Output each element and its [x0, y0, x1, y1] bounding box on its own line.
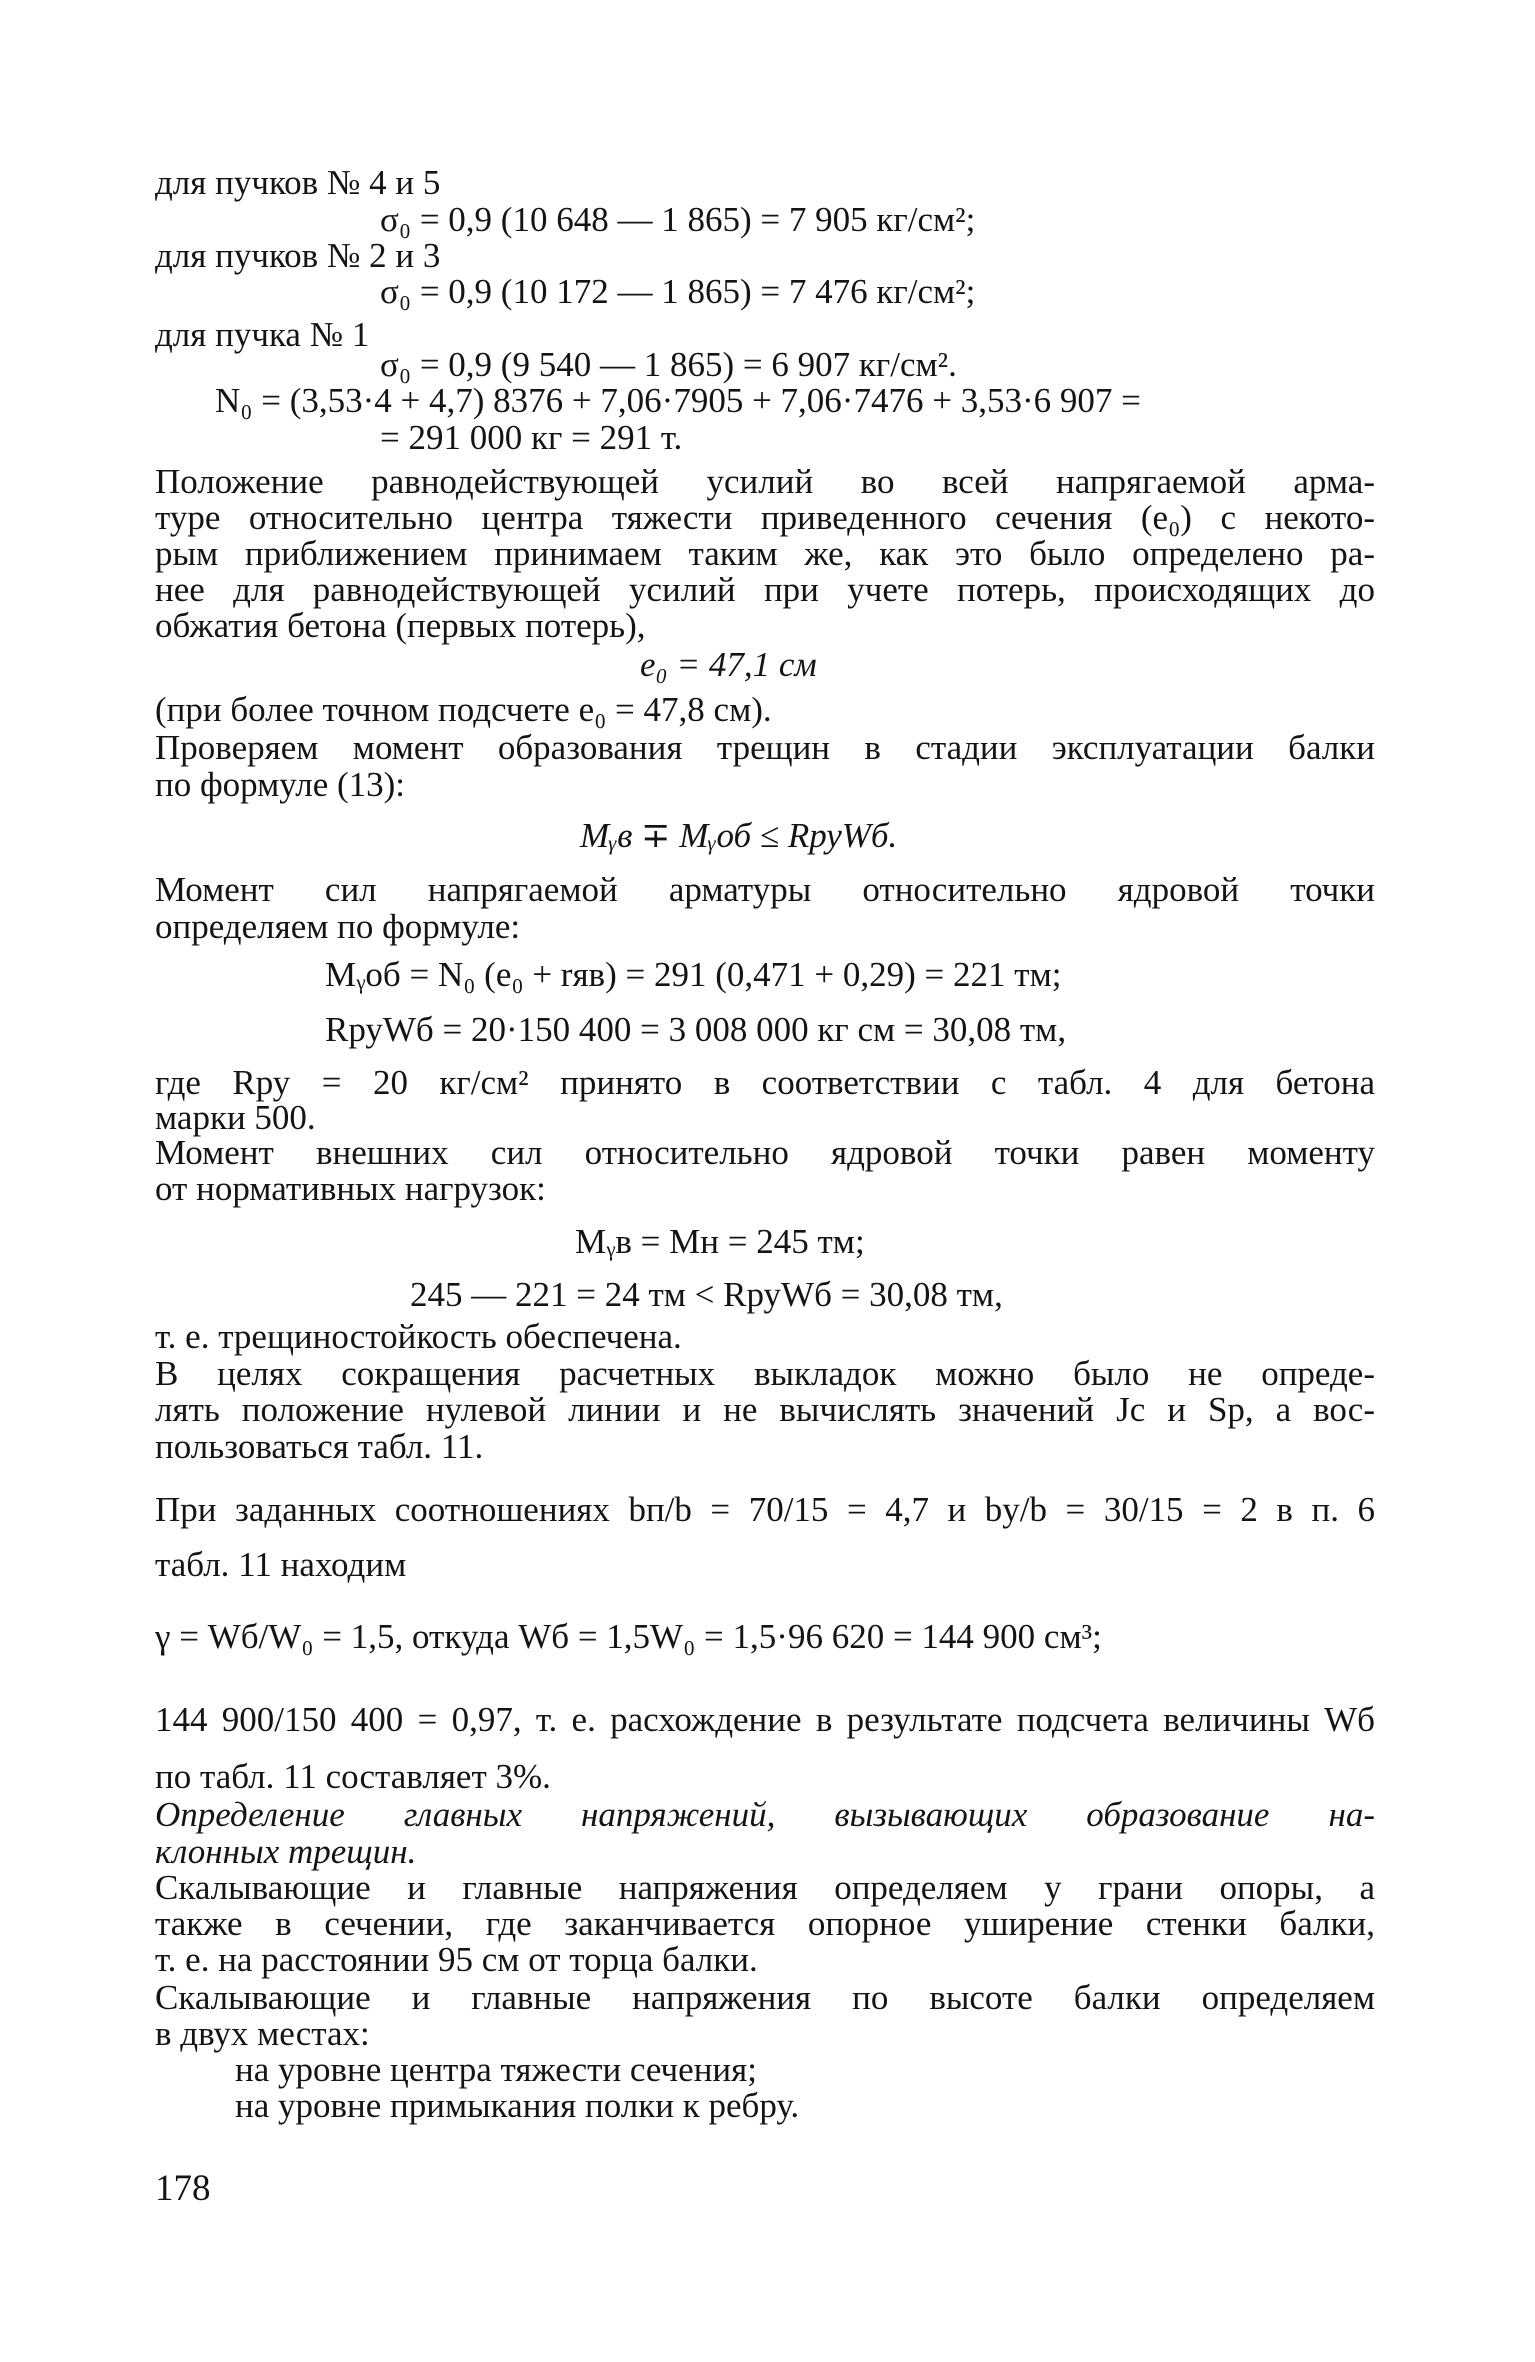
paragraph-line: В целях сокращения расчетных выкладок можно было не опреде- — [155, 1354, 1375, 1393]
paragraph-line: Проверяем момент образования трещин в стадии эксплуатации балки — [155, 728, 1375, 767]
formula-m-ob: Mᵧоб = N₀ (e₀ + rяв) = 291 (0,471 + 0,29) = 221 тм; — [325, 955, 1062, 994]
formula-m-ext: Mᵧв = Mн = 245 тм; — [575, 1222, 865, 1261]
paragraph-line: нее для равнодействующей усилий при учете потерь, происходящих до — [155, 570, 1375, 609]
paragraph-line: т. е. трещиностойкость обеспечена. — [155, 1317, 682, 1356]
formula-n0: N₀ = (3,53·4 + 4,7) 8376 + 7,06·7905 + 7,06·7476 + 3,53·6 907 = — [215, 381, 1141, 420]
paragraph-line: т. е. на расстоянии 95 см от торца балки. — [155, 1940, 758, 1979]
formula-n0-result: = 291 000 кг = 291 т. — [380, 418, 683, 457]
paragraph-line: Момент внешних сил относительно ядровой точки равен моменту — [155, 1133, 1375, 1172]
paragraph-line: по формуле (13): — [155, 765, 406, 804]
paragraph-line: Скалывающие и главные напряжения определяем у грани опоры, а — [155, 1868, 1375, 1907]
paragraph-line: туре относительно центра тяжести приведенного сечения (e₀) с некото- — [155, 498, 1375, 537]
text-line: для пучков № 4 и 5 — [155, 163, 441, 202]
paragraph-line: также в сечении, где заканчивается опорное уширение стенки балки, — [155, 1904, 1375, 1943]
paragraph-line: Положение равнодействующей усилий во всей напрягаемой арма- — [155, 462, 1375, 501]
formula-sigma-2-3: σ₀ = 0,9 (10 172 — 1 865) = 7 476 кг/см²; — [380, 272, 976, 311]
section-heading: Определение главных напряжений, вызывающих образование на- — [155, 1795, 1375, 1834]
list-item: на уровне центра тяжести сечения; — [235, 2050, 757, 2089]
paragraph-line: Момент сил напрягаемой арматуры относительно ядровой точки — [155, 870, 1375, 909]
formula-ry-wb: RруWб = 20·150 400 = 3 008 000 кг см = 30,08 тм, — [325, 1010, 1067, 1049]
paragraph-line: рым приближением принимаем таким же, как это было определено ра- — [155, 534, 1375, 573]
paragraph-line: марки 500. — [155, 1098, 316, 1137]
paragraph-line: обжатия бетона (первых потерь), — [155, 606, 646, 645]
formula-check: 245 — 221 = 24 тм < RруWб = 30,08 тм, — [410, 1275, 1003, 1314]
section-heading: клонных трещин. — [155, 1832, 417, 1871]
paragraph-line: (при более точном подсчете e₀ = 47,8 см). — [155, 690, 772, 729]
formula-e0: e₀ = 47,1 см — [640, 645, 817, 684]
paragraph-ratios: При заданных соотношениях bп/b = 70/15 = 4,7 и bу/b = 30/15 = 2 в п. 6 — [155, 1490, 1375, 1529]
paragraph-line: по табл. 11 составляет 3%. — [155, 1757, 551, 1796]
paragraph-line: Скалывающие и главные напряжения по высоте балки определяем — [155, 1978, 1375, 2017]
paragraph-line: табл. 11 находим — [155, 1545, 407, 1584]
text-line: для пучка № 1 — [155, 315, 370, 354]
paragraph-line: лять положение нулевой линии и не вычислять значений Jc и Sр, а вос- — [155, 1390, 1375, 1429]
list-item: на уровне примыкания полки к ребру. — [235, 2086, 800, 2125]
formula-sigma-1: σ₀ = 0,9 (9 540 — 1 865) = 6 907 кг/см². — [380, 345, 957, 384]
paragraph-line: в двух местах: — [155, 2014, 370, 2053]
formula-sigma-4-5: σ₀ = 0,9 (10 648 — 1 865) = 7 905 кг/см²; — [380, 200, 976, 239]
formula-crack-moment: Mᵧв ∓ Mᵧоб ≤ RруWб. — [580, 816, 898, 855]
page-number: 178 — [155, 2168, 211, 2209]
paragraph-line: где Rру = 20 кг/см² принято в соответствии с табл. 4 для бетона — [155, 1063, 1375, 1102]
formula-ratio: 144 900/150 400 = 0,97, т. е. расхождение в результате подсчета величины Wб — [155, 1700, 1375, 1739]
paragraph-line: от нормативных нагрузок: — [155, 1169, 546, 1208]
paragraph-line: определяем по формуле: — [155, 907, 521, 946]
formula-gamma: γ = Wб/W₀ = 1,5, откуда Wб = 1,5W₀ = 1,5·96 620 = 144 900 см³; — [155, 1617, 1102, 1656]
text-line: для пучков № 2 и 3 — [155, 236, 441, 275]
paragraph-line: пользоваться табл. 11. — [155, 1427, 484, 1466]
